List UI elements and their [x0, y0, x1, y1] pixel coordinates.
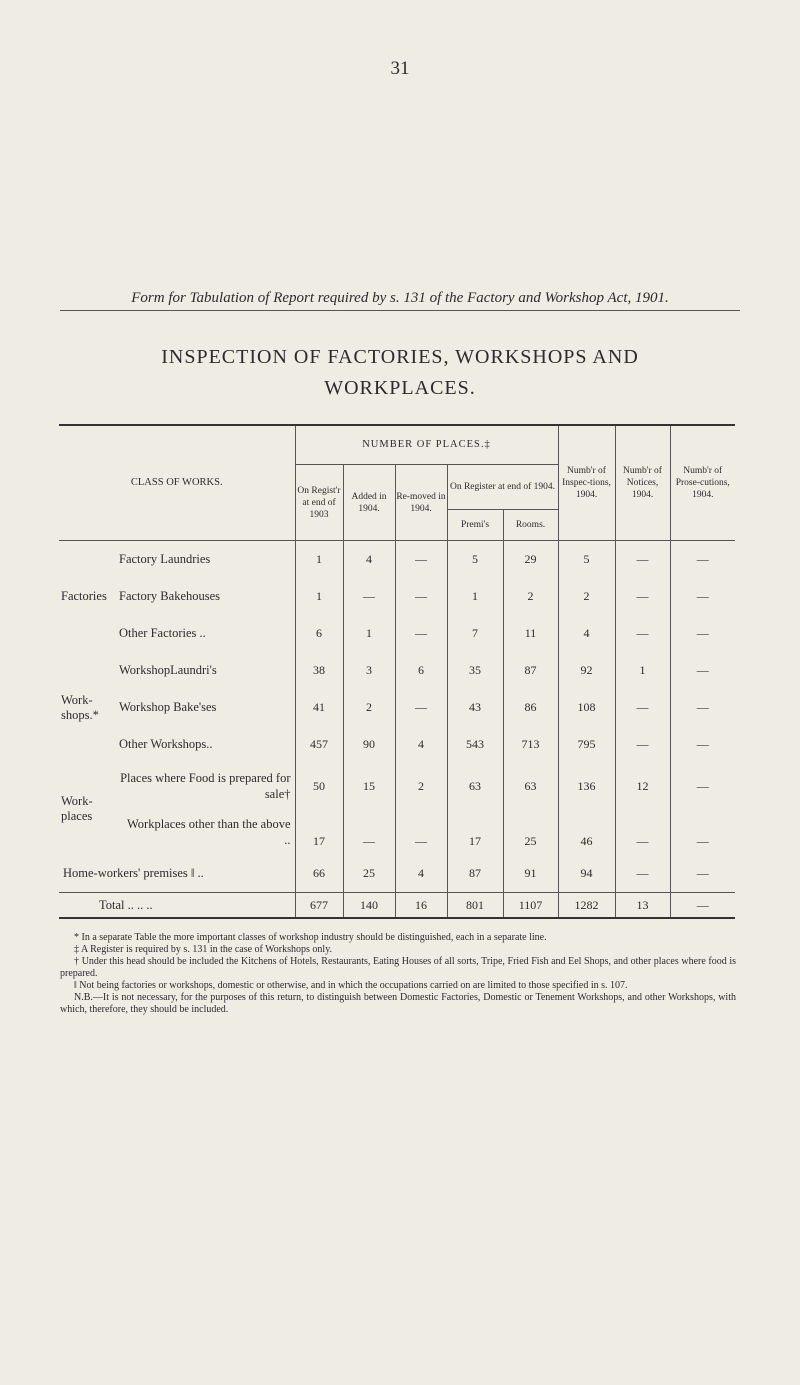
table-cell: — — [670, 615, 735, 652]
total-label: Total .. .. .. — [59, 893, 295, 919]
table-cell: 25 — [503, 809, 558, 855]
table-cell: — — [615, 615, 670, 652]
table-cell: 4 — [395, 726, 447, 763]
header-notices: Numb'r of Notices, 1904. — [615, 425, 670, 541]
table-cell: 136 — [558, 763, 615, 809]
total-cell: 16 — [395, 893, 447, 919]
table-cell: — — [670, 541, 735, 579]
table-cell: 17 — [447, 809, 503, 855]
table-cell: 90 — [343, 726, 395, 763]
total-cell: 677 — [295, 893, 343, 919]
header-register-1904: On Register at end of 1904. — [447, 465, 558, 510]
table-cell: — — [615, 855, 670, 893]
table-cell: 29 — [503, 541, 558, 579]
total-cell: 1107 — [503, 893, 558, 919]
table-cell: 4 — [558, 615, 615, 652]
table-cell: 12 — [615, 763, 670, 809]
table-cell: 543 — [447, 726, 503, 763]
table-cell: 25 — [343, 855, 395, 893]
table-cell: — — [395, 578, 447, 615]
footnote: N.B.—It is not necessary, for the purposes of this return, to distinguish between Domestic Factories, Domestic or Tenement Workshops, and other Workshops, with which, therefore, they should be included. — [60, 992, 736, 1015]
table-cell: 2 — [343, 689, 395, 726]
table-cell: — — [670, 689, 735, 726]
table-cell: 108 — [558, 689, 615, 726]
total-cell: 801 — [447, 893, 503, 919]
table-cell: 1 — [295, 578, 343, 615]
inspection-table — [59, 424, 735, 919]
table-cell: — — [670, 809, 735, 855]
table-cell: 7 — [447, 615, 503, 652]
table-cell: 38 — [295, 652, 343, 689]
row-label: Other Workshops.. — [119, 737, 213, 751]
table-cell: 1 — [343, 615, 395, 652]
page-number: 31 — [390, 58, 410, 79]
table-cell: 66 — [295, 855, 343, 893]
table-cell: 713 — [503, 726, 558, 763]
total-cell: 13 — [615, 893, 670, 919]
table-cell: 2 — [558, 578, 615, 615]
table-cell: 87 — [503, 652, 558, 689]
table-cell: — — [670, 855, 735, 893]
table-cell: 1 — [615, 652, 670, 689]
table-cell: 457 — [295, 726, 343, 763]
header-removed-1904: Re-moved in 1904. — [395, 465, 447, 541]
table-cell: — — [615, 726, 670, 763]
table-cell: 1 — [295, 541, 343, 579]
table-cell: 94 — [558, 855, 615, 893]
header-register-1903: On Regist'r at end of 1903 — [295, 465, 343, 541]
table-cell: 6 — [395, 652, 447, 689]
header-inspections: Numb'r of Inspec-tions, 1904. — [558, 425, 615, 541]
title-line-2: WORKPLACES. — [324, 377, 476, 399]
header-prosecutions: Numb'r of Prose-cutions, 1904. — [670, 425, 735, 541]
table-cell: — — [615, 578, 670, 615]
table-cell: — — [395, 615, 447, 652]
table-cell: 2 — [395, 763, 447, 809]
header-rooms: Rooms. — [503, 510, 558, 541]
table-cell: 43 — [447, 689, 503, 726]
group-workshops: Work-shops.* — [61, 692, 99, 722]
table-cell: — — [395, 541, 447, 579]
total-cell: 140 — [343, 893, 395, 919]
header-added-1904: Added in 1904. — [343, 465, 395, 541]
row-label: WorkshopLaundri's — [119, 663, 217, 677]
table-cell: — — [343, 809, 395, 855]
footnote: † Under this head should be included the Kitchens of Hotels, Restaurants, Eating Houses of all sorts, Tripe, Fried Fish and Eel Shops, and other places where food is prepared. — [60, 956, 736, 979]
footnote: * In a separate Table the more important classes of workshop industry should be distinguished, each in a separate line. — [74, 932, 547, 943]
table-cell: 6 — [295, 615, 343, 652]
form-caption: Form for Tabulation of Report required by s. 131 of the Factory and Workshop Act, 1901. — [60, 290, 740, 311]
table-cell: — — [395, 689, 447, 726]
table-cell: — — [615, 541, 670, 579]
footnotes — [60, 932, 736, 1016]
table-cell: 4 — [395, 855, 447, 893]
table-cell: 15 — [343, 763, 395, 809]
table-cell: 3 — [343, 652, 395, 689]
table-cell: 5 — [447, 541, 503, 579]
table-cell: — — [670, 726, 735, 763]
table-cell: 4 — [343, 541, 395, 579]
table-cell: — — [670, 652, 735, 689]
total-cell: — — [670, 893, 735, 919]
table-cell: 17 — [295, 809, 343, 855]
table-cell: — — [395, 809, 447, 855]
row-label: Other Factories .. — [119, 626, 206, 640]
table-cell: — — [343, 578, 395, 615]
row-label: Workshop Bake'ses — [119, 700, 217, 714]
title-line-1: INSPECTION OF FACTORIES, WORKSHOPS AND — [161, 346, 639, 368]
row-label: Workplaces other than the above .. — [126, 817, 291, 847]
page-title — [0, 342, 800, 404]
footnote: ‡ A Register is required by s. 131 in the case of Workshops only. — [74, 944, 333, 955]
table-cell: 795 — [558, 726, 615, 763]
table-cell: — — [615, 809, 670, 855]
group-factories: Factories — [61, 589, 107, 603]
table-cell: 86 — [503, 689, 558, 726]
table-cell: — — [615, 689, 670, 726]
table-cell: 46 — [558, 809, 615, 855]
footnote: ‖ Not being factories or workshops, domestic or otherwise, and in which the occupations carried on are limited to those specified in s. 107. — [74, 980, 628, 991]
header-class-of-works: CLASS OF WORKS. — [130, 477, 223, 488]
table-cell: 50 — [295, 763, 343, 809]
table-cell: 92 — [558, 652, 615, 689]
table-cell: 63 — [447, 763, 503, 809]
row-label: Places where Food is prepared for sale† — [120, 771, 291, 801]
row-label: Factory Laundries — [119, 552, 211, 566]
row-label: Factory Bakehouses — [119, 589, 221, 603]
table-cell: 5 — [558, 541, 615, 579]
table-cell: 2 — [503, 578, 558, 615]
group-workplaces: Work-places — [61, 794, 93, 823]
table-cell: 35 — [447, 652, 503, 689]
table-cell: — — [670, 578, 735, 615]
header-number-of-places: NUMBER OF PLACES.‡ — [295, 425, 558, 465]
row-label: Home-workers' premises ‖ .. — [63, 866, 204, 880]
total-cell: 1282 — [558, 893, 615, 919]
table-cell: 91 — [503, 855, 558, 893]
header-premises: Premi's — [447, 510, 503, 541]
table-cell: 41 — [295, 689, 343, 726]
table-cell: 87 — [447, 855, 503, 893]
table-cell: — — [670, 763, 735, 809]
table-cell: 11 — [503, 615, 558, 652]
table-cell: 63 — [503, 763, 558, 809]
table-cell: 1 — [447, 578, 503, 615]
